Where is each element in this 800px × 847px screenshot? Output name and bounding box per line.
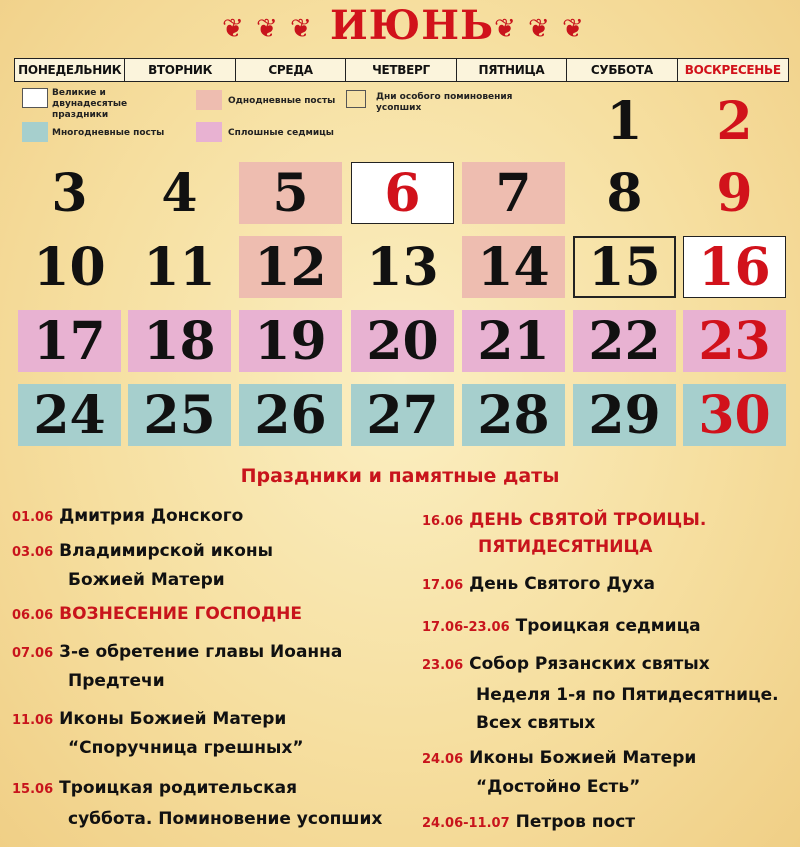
day-cell-one-day-fast: 5: [239, 162, 342, 224]
event-text: Петров пост: [515, 812, 636, 832]
legend-swatch-memorial: [346, 90, 366, 108]
event-text: Троицкая седмица: [515, 616, 701, 636]
day-cell-multi-day-fast: 28: [462, 384, 565, 446]
day-cell-continuous-week: 23: [683, 310, 786, 372]
event-item: [12, 506, 243, 526]
day-cell: 8: [606, 162, 643, 224]
weekday-label: СУББОТА: [567, 59, 677, 81]
legend-continuous-weeks: Сплошные седмицы: [228, 128, 334, 138]
event-item: [422, 616, 701, 636]
day-cell-continuous-week: 17: [18, 310, 121, 372]
day-cell-continuous-week: 19: [239, 310, 342, 372]
day-cell-great-feast: 16: [683, 236, 786, 298]
event-text: Собор Рязанских святых: [469, 654, 710, 674]
event-item: [12, 709, 286, 729]
event-text: Иконы Божией Матери: [59, 709, 287, 729]
event-item: [422, 812, 635, 832]
event-date: 24.06: [422, 752, 464, 767]
event-text-cont: Неделя 1-я по Пятидесятнице.: [476, 685, 779, 705]
day-cell-continuous-week: 21: [462, 310, 565, 372]
event-item: [12, 604, 302, 624]
day-cell-multi-day-fast: 27: [351, 384, 454, 446]
event-text-cont: Всех святых: [476, 713, 596, 733]
event-date: 07.06: [12, 646, 54, 661]
event-text-cont: “Достойно Есть”: [476, 777, 641, 797]
day-cell-sunday: 2: [716, 90, 753, 152]
legend-swatch-one-day-fasts: [196, 90, 222, 110]
event-date: 03.06: [12, 545, 54, 560]
day-cell-continuous-week: 22: [573, 310, 676, 372]
day-cell: 13: [366, 236, 439, 298]
event-text: Дмитрия Донского: [59, 506, 244, 526]
legend-swatch-great-feasts: [22, 88, 48, 108]
event-item: [422, 510, 706, 530]
weekday-label: ПЯТНИЦА: [457, 59, 567, 81]
weekday-label: СРЕДА: [236, 59, 346, 81]
day-cell-one-day-fast: 14: [462, 236, 565, 298]
day-cell: 4: [161, 162, 198, 224]
event-text: ДЕНЬ СВЯТОЙ ТРОИЦЫ.: [469, 510, 707, 530]
event-date: 06.06: [12, 608, 54, 623]
day-cell: 10: [33, 236, 106, 298]
ornament-icon: ❦: [290, 14, 312, 44]
ornament-icon: ❦: [562, 14, 584, 44]
legend-great-feasts: Великие и двунадесятые праздники: [52, 88, 128, 120]
event-text: ВОЗНЕСЕНИЕ ГОСПОДНЕ: [59, 604, 302, 624]
section-title: Праздники и памятные даты: [240, 465, 560, 487]
day-cell-great-feast: 6: [351, 162, 454, 224]
weekday-label: ПОНЕДЕЛЬНИК: [15, 59, 125, 81]
event-date: 17.06-23.06: [422, 620, 510, 635]
event-text: Владимирской иконы: [59, 541, 273, 561]
legend-multi-day-fasts: Многодневные посты: [52, 128, 165, 138]
event-text-cont: ПЯТИДЕСЯТНИЦА: [478, 537, 653, 557]
month-title: ИЮНЬ: [330, 2, 495, 49]
event-text: День Святого Духа: [469, 574, 656, 594]
event-text-cont: Предтечи: [68, 671, 165, 691]
legend-memorial-days: Дни особого поминовения усопших: [376, 92, 513, 113]
event-text: Троицкая родительская: [59, 778, 298, 798]
day-cell: 3: [51, 162, 88, 224]
event-text-cont: Божией Матери: [68, 570, 225, 590]
legend-swatch-multi-day-fasts: [22, 122, 48, 142]
event-text: Иконы Божией Матери: [469, 748, 697, 768]
event-date: 01.06: [12, 510, 54, 525]
event-date: 11.06: [12, 713, 54, 728]
event-text-cont: “Споручница грешных”: [68, 738, 304, 758]
ornament-icon: ❦: [494, 14, 516, 44]
day-cell-continuous-week: 20: [351, 310, 454, 372]
ornament-icon: ❦: [528, 14, 550, 44]
day-cell-multi-day-fast: 24: [18, 384, 121, 446]
event-item: [422, 654, 710, 674]
header: [0, 0, 800, 52]
day-cell-one-day-fast: 12: [239, 236, 342, 298]
day-cell-multi-day-fast: 29: [573, 384, 676, 446]
day-cell-one-day-fast: 7: [462, 162, 565, 224]
weekday-header: [14, 58, 789, 82]
event-item: [12, 541, 273, 561]
event-date: 15.06: [12, 782, 54, 797]
event-item: [422, 748, 696, 768]
ornament-icon: ❦: [256, 14, 278, 44]
event-text: 3-е обретение главы Иоанна: [59, 642, 343, 662]
ornament-icon: ❦: [222, 14, 244, 44]
day-cell-multi-day-fast: 25: [128, 384, 231, 446]
weekday-label: ВОСКРЕСЕНЬЕ: [684, 63, 781, 77]
weekday-label: ВТОРНИК: [125, 59, 235, 81]
event-date: 24.06-11.07: [422, 816, 510, 831]
day-cell: 11: [143, 236, 216, 298]
legend-swatch-continuous: [196, 122, 222, 142]
event-date: 23.06: [422, 658, 464, 673]
event-item: [422, 574, 655, 594]
legend-one-day-fasts: Однодневные посты: [228, 96, 336, 106]
weekday-label: ЧЕТВЕРГ: [346, 59, 456, 81]
event-date: 16.06: [422, 514, 464, 529]
day-cell-multi-day-fast: 26: [239, 384, 342, 446]
day-cell-continuous-week: 18: [128, 310, 231, 372]
event-date: 17.06: [422, 578, 464, 593]
event-text-cont: суббота. Поминовение усопших: [68, 809, 383, 829]
event-item: [12, 778, 297, 798]
day-cell-multi-day-fast: 30: [683, 384, 786, 446]
day-cell-sunday: 9: [716, 162, 753, 224]
day-cell-memorial: 15: [573, 236, 676, 298]
day-cell: 1: [606, 90, 643, 152]
event-item: [12, 642, 342, 662]
